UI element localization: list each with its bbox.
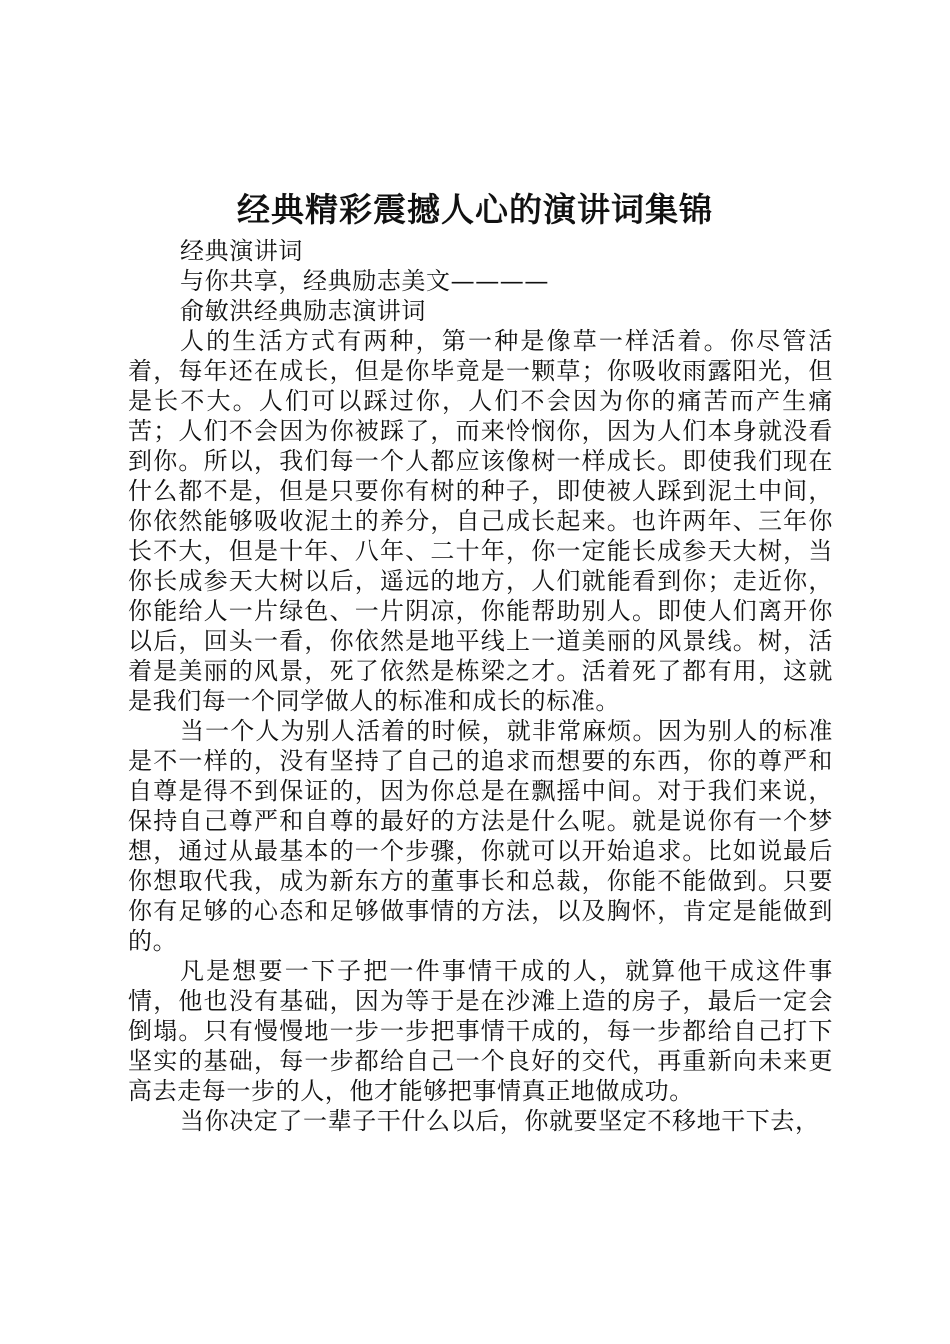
paragraph-body: 人的生活方式有两种，第一种是像草一样活着。你尽管活着，每年还在成长，但是你毕竟是一颗草；你吸收雨露阳光，但是长不大。人们可以踩过你，人们不会因为你的痛苦而产生痛苦；人们不会因为你被踩了，而来怜悯你，因为人们本身就没看到你。所以，我们每一个人都应该像树一样成长。即使我们现在什么都不是，但是只要你有树的种子，即使被人踩到泥土中间，你依然能够吸收泥土的养分，自己成长起来。也许两年、三年你长不大，但是十年、八年、二十年，你一定能长成参天大树，当你长成参天大树以后，遥远的地方，人们就能看到你；走近你，你能给人一片绿色、一片阴凉，你能帮助别人。即使人们离开你以后，回头一看，你依然是地平线上一道美丽的风景线。树，活着是美丽的风景，死了依然是栋梁之才。活着死了都有用，这就是我们每一个同学做人的标准和成长的标准。 [128,327,833,715]
document-body [128,236,833,1136]
paragraph-body: 凡是想要一下子把一件事情干成的人，就算他干成这件事情，他也没有基础，因为等于是在沙滩上造的房子，最后一定会倒塌。只有慢慢地一步一步把事情干成的，每一步都给自己打下坚实的基础，每一步都给自己一个良好的交代，再重新向未来更高去走每一步的人，他才能够把事情真正地做成功。 [128,957,833,1105]
paragraph-body: 当一个人为别人活着的时候，就非常麻烦。因为别人的标准是不一样的，没有坚持了自己的追求而想要的东西，你的尊严和自尊是得不到保证的，因为你总是在飘摇中间。对于我们来说，保持自己尊严和自尊的最好的方法是什么呢。就是说你有一个梦想，通过从最基本的一个步骤，你就可以开始追求。比如说最后你想取代我，成为新东方的董事长和总裁，你能不能做到。只要你有足够的心态和足够做事情的方法，以及胸怀，肯定是能做到的。 [128,717,833,955]
paragraph-share-line: 与你共享，经典励志美文———— [180,267,549,295]
document-title: 经典精彩震撼人心的演讲词集锦 [237,190,713,229]
paragraph-body: 当你决定了一辈子干什么以后，你就要坚定不移地干下去， [180,1107,820,1135]
paragraph-subtitle: 经典演讲词 [180,237,303,265]
paragraph-speech-heading: 俞敏洪经典励志演讲词 [180,297,426,325]
